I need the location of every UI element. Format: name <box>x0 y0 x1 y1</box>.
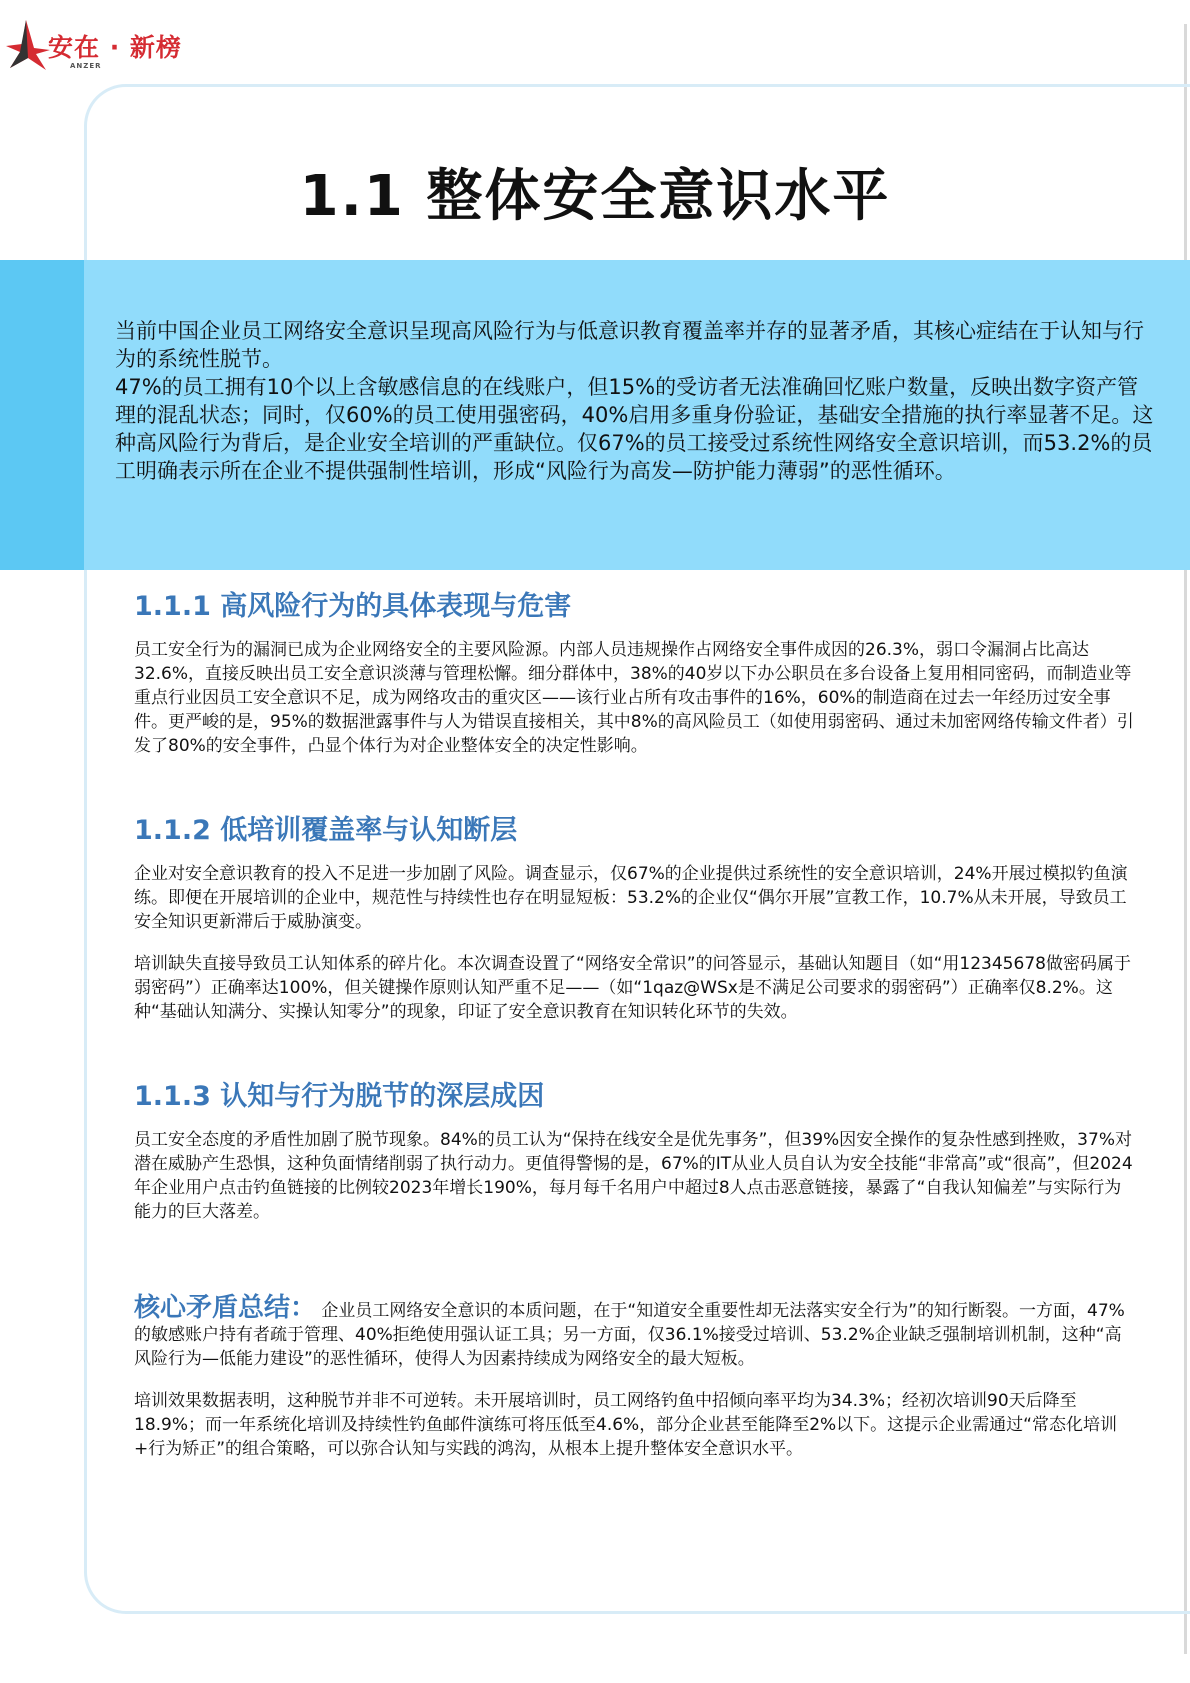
intro-band-accent <box>0 260 84 570</box>
summary-paragraph <box>134 1293 1134 1371</box>
section-heading: 1.1.1 高风险行为的具体表现与危害 <box>134 591 572 622</box>
section-1-1-3 <box>134 1080 1134 1242</box>
section-heading: 1.1.3 认知与行为脱节的深层成因 <box>134 1081 545 1112</box>
summary-section <box>134 1293 1134 1479</box>
section-1-1-2 <box>134 814 1134 1042</box>
summary-paragraph-2: 培训效果数据表明，这种脱节并非不可逆转。未开展培训时，员工网络钓鱼中招倾向率平均为34.3%；经初次培训90天后降至18.9%；而一年系统化培训及持续性钓鱼邮件演练可将压低至4.6%，部分企业甚至能降至2%以下。这提示企业需通过“常态化培训+行为矫正”的组合策略，可以弥合认知与实践的鸿沟，从根本上提升整体安全意识水平。 <box>134 1391 1117 1459</box>
intro-text <box>115 317 1155 485</box>
page-title: 1.1 整体安全意识水平 <box>299 164 891 229</box>
section-paragraph: 员工安全行为的漏洞已成为企业网络安全的主要风险源。内部人员违规操作占网络安全事件成因的26.3%，弱口令漏洞占比高达32.6%，直接反映出员工安全意识淡薄与管理松懈。细分群体中，38%的40岁以下办公职员在多台设备上复用相同密码，而制造业等重点行业因员工安全意识不足，成为网络攻击的重灾区——该行业占所有攻击事件的16%，60%的制造商在过去一年经历过安全事件。更严峻的是，95%的数据泄露事件与人为错误直接相关，其中8%的高风险员工（如使用弱密码、通过未加密网络传输文件者）引发了80%的安全事件，凸显个体行为对企业整体安全的决定性影响。 <box>134 640 1134 756</box>
section-paragraph: 员工安全态度的矛盾性加剧了脱节现象。84%的员工认为“保持在线安全是优先事务”，但39%因安全操作的复杂性感到挫败，37%对潜在威胁产生恐惧，这种负面情绪削弱了执行动力。更值得警惕的是，67%的IT从业人员自认为安全技能“非常高”或“很高”，但2024年企业用户点击钓鱼链接的比例较2023年增长190%，每月每千名用户中超过8人点击恶意链接，暴露了“自我认知偏差”与实际行为能力的巨大落差。 <box>134 1130 1133 1222</box>
intro-paragraph: 当前中国企业员工网络安全意识呈现高风险行为与低意识教育覆盖率并存的显著矛盾，其核心症结在于认知与行为的系统性脱节。 <box>115 319 1144 371</box>
brand-logo <box>6 18 206 74</box>
brand-name: 安在 · 新榜 <box>48 33 182 62</box>
brand-sub: ANZER <box>70 62 102 70</box>
section-heading: 1.1.2 低培训覆盖率与认知断层 <box>134 815 518 846</box>
section-paragraph: 培训缺失直接导致员工认知体系的碎片化。本次调查设置了“网络安全常识”的问答显示，基础认知题目（如“用12345678做密码属于弱密码”）正确率达100%，但关键操作原则认知严重不足——（如“1qaz@WSx是不满足公司要求的弱密码”）正确率仅8.2%。这种“基础认知满分、实操认知零分”的现象，印证了安全意识教育在知识转化环节的失效。 <box>134 954 1131 1022</box>
intro-paragraph: 47%的员工拥有10个以上含敏感信息的在线账户，但15%的受访者无法准确回忆账户数量，反映出数字资产管理的混乱状态；同时，仅60%的员工使用强密码，40%启用多重身份验证，基础安全措施的执行率显著不足。这种高风险行为背后，是企业安全培训的严重缺位。仅67%的员工接受过系统性网络安全意识培训，而53.2%的员工明确表示所在企业不提供强制性培训，形成“风险行为高发—防护能力薄弱”的恶性循环。 <box>115 375 1154 483</box>
star-logo-icon <box>6 18 52 72</box>
summary-heading: 核心矛盾总结： <box>134 1293 317 1323</box>
summary-text: 企业员工网络安全意识的本质问题，在于“知道安全重要性却无法落实安全行为”的知行断裂。一方面，47%的敏感账户持有者疏于管理、40%拒绝使用强认证工具；另一方面，仅36.1%接受过培训、53.2%企业缺乏强制培训机制，这种“高风险行为—低能力建设”的恶性循环，使得人为因素持续成为网络安全的最大短板。 <box>134 1301 1125 1369</box>
section-paragraph: 企业对安全意识教育的投入不足进一步加剧了风险。调查显示，仅67%的企业提供过系统性的安全意识培训，24%开展过模拟钓鱼演练。即便在开展培训的企业中，规范性与持续性也存在明显短板：53.2%的企业仅“偶尔开展”宣教工作，10.7%从未开展，导致员工安全知识更新滞后于威胁演变。 <box>134 864 1128 932</box>
section-1-1-1 <box>134 590 1134 776</box>
